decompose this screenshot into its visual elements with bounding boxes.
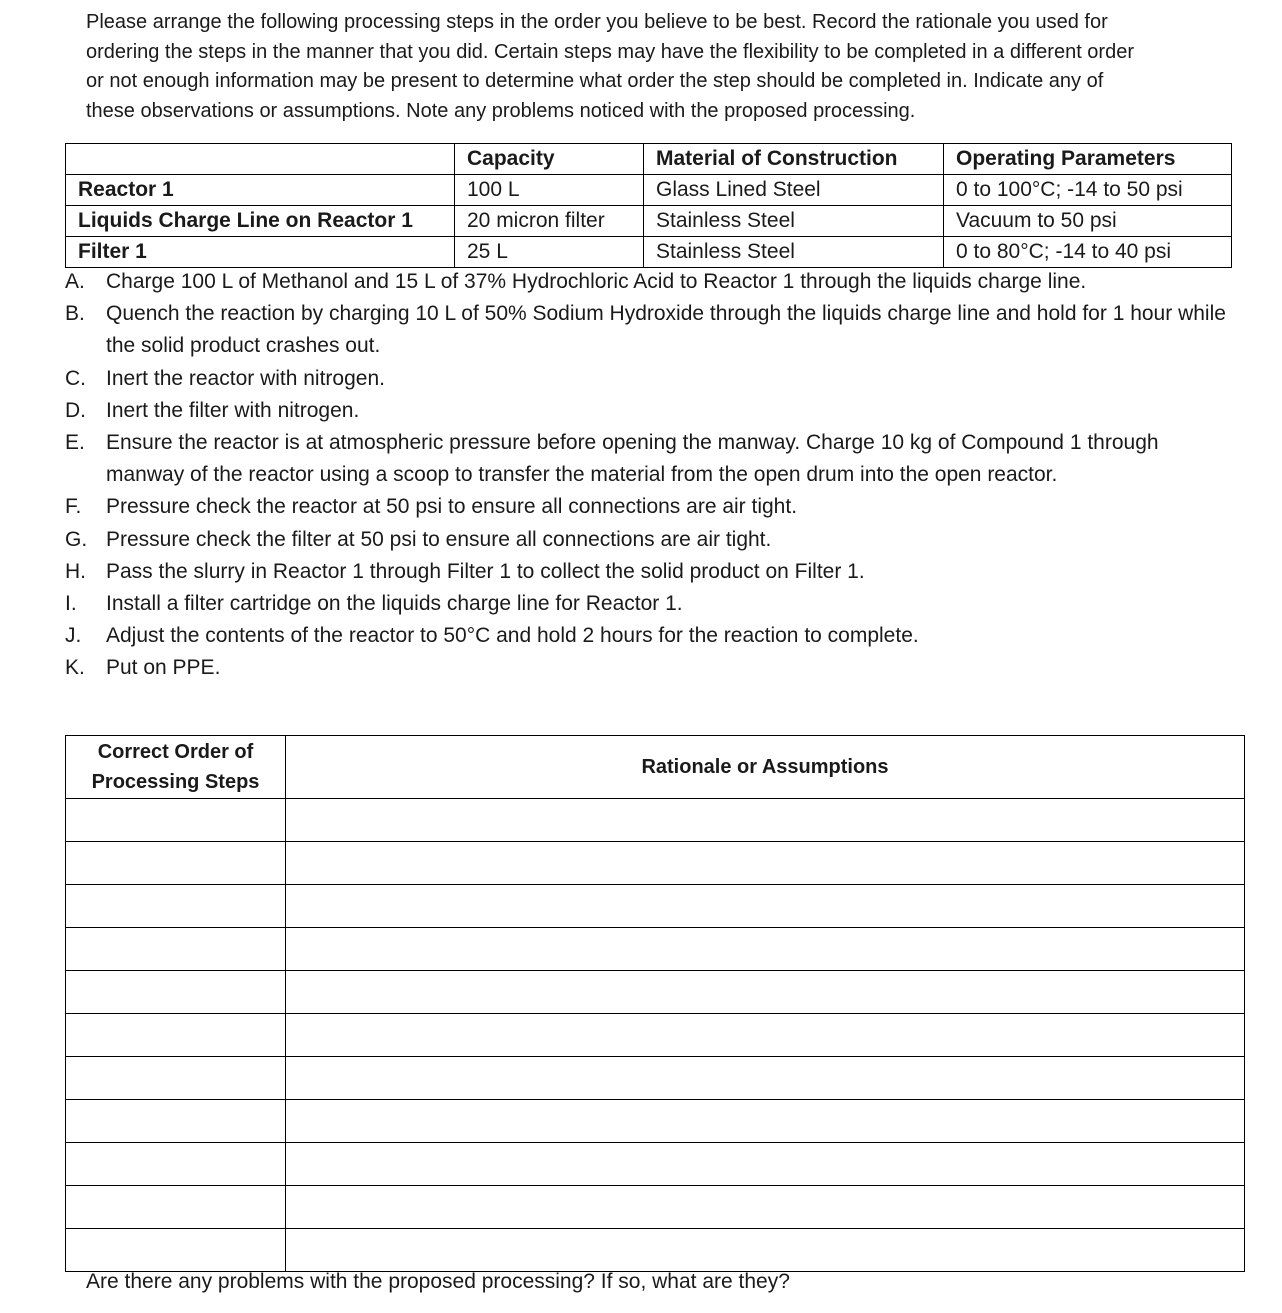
order-cell[interactable] xyxy=(66,1229,286,1272)
order-cell[interactable] xyxy=(66,928,286,971)
list-item xyxy=(65,556,1235,588)
list-item xyxy=(65,298,1235,362)
step-letter: J. xyxy=(65,624,82,648)
list-item xyxy=(65,491,1235,523)
answer-header-row xyxy=(66,736,1245,799)
order-cell[interactable] xyxy=(66,799,286,842)
rationale-cell[interactable] xyxy=(286,799,1245,842)
processing-steps-list xyxy=(65,266,1235,685)
table-row xyxy=(66,1143,1245,1186)
rationale-cell[interactable] xyxy=(286,885,1245,928)
equipment-name: Reactor 1 xyxy=(66,175,455,206)
step-letter: B. xyxy=(65,302,85,326)
equipment-cell: Stainless Steel xyxy=(644,237,944,268)
table-row xyxy=(66,971,1245,1014)
equipment-row xyxy=(66,206,1232,237)
equipment-header-row xyxy=(66,144,1232,175)
rationale-column-header: Rationale or Assumptions xyxy=(286,736,1245,799)
equipment-header-cell: Material of Construction xyxy=(644,144,944,175)
list-item xyxy=(65,588,1235,620)
rationale-cell[interactable] xyxy=(286,928,1245,971)
step-letter: C. xyxy=(65,366,86,390)
step-text: Pressure check the reactor at 50 psi to ensure all connections are air tight. xyxy=(106,495,798,519)
step-letter: I. xyxy=(65,592,77,616)
step-text: Pass the slurry in Reactor 1 through Filter 1 to collect the solid product on Filter 1. xyxy=(106,559,865,583)
order-column-header xyxy=(66,736,286,799)
list-item xyxy=(65,652,1235,684)
step-text: Pressure check the filter at 50 psi to ensure all connections are air tight. xyxy=(106,527,772,551)
equipment-cell: Stainless Steel xyxy=(644,206,944,237)
list-item xyxy=(65,266,1235,298)
rationale-cell[interactable] xyxy=(286,1229,1245,1272)
equipment-header-cell: Operating Parameters xyxy=(944,144,1232,175)
table-row xyxy=(66,1186,1245,1229)
equipment-cell: 0 to 100°C; -14 to 50 psi xyxy=(944,175,1232,206)
step-letter: A. xyxy=(65,270,85,293)
rationale-cell[interactable] xyxy=(286,1014,1245,1057)
equipment-name: Filter 1 xyxy=(66,237,455,268)
equipment-cell: 100 L xyxy=(455,175,644,206)
step-text: Inert the reactor with nitrogen. xyxy=(106,366,385,390)
table-row xyxy=(66,928,1245,971)
instructions xyxy=(86,8,1236,126)
step-text: Charge 100 L of Methanol and 15 L of 37% Hydrochloric Acid to Reactor 1 through the liquids charge line. xyxy=(106,270,1087,293)
rationale-cell[interactable] xyxy=(286,1057,1245,1100)
instructions-line: Please arrange the following processing steps in the order you believe to be best. Record the rationale you used for xyxy=(86,11,1108,33)
list-item xyxy=(65,620,1235,652)
table-row xyxy=(66,842,1245,885)
list-item xyxy=(65,395,1235,427)
step-letter: G. xyxy=(65,527,88,551)
table-row xyxy=(66,1229,1245,1272)
equipment-cell: 25 L xyxy=(455,237,644,268)
rationale-cell[interactable] xyxy=(286,1143,1245,1186)
list-item xyxy=(65,363,1235,395)
step-letter: E. xyxy=(65,431,85,455)
list-item xyxy=(65,427,1235,491)
table-row xyxy=(66,1014,1245,1057)
equipment-cell: 0 to 80°C; -14 to 40 psi xyxy=(944,237,1232,268)
table-row xyxy=(66,1100,1245,1143)
step-letter: F. xyxy=(65,495,82,519)
instructions-line: or not enough information may be present to determine what order the step should be completed in. Indicate any of xyxy=(86,70,1104,92)
equipment-name: Liquids Charge Line on Reactor 1 xyxy=(66,206,455,237)
step-text: Inert the filter with nitrogen. xyxy=(106,398,360,422)
order-cell[interactable] xyxy=(66,971,286,1014)
equipment-row xyxy=(66,175,1232,206)
rationale-cell[interactable] xyxy=(286,971,1245,1014)
list-item xyxy=(65,524,1235,556)
equipment-header-cell xyxy=(66,144,455,175)
order-header-line: Processing Steps xyxy=(91,771,260,793)
problems-question: Are there any problems with the proposed processing? If so, what are they? xyxy=(86,1270,790,1293)
rationale-cell[interactable] xyxy=(286,842,1245,885)
order-cell[interactable] xyxy=(66,885,286,928)
table-row xyxy=(66,799,1245,842)
equipment-header-cell: Capacity xyxy=(455,144,644,175)
step-letter: D. xyxy=(65,398,86,422)
order-cell[interactable] xyxy=(66,1143,286,1186)
equipment-row xyxy=(66,237,1232,268)
step-text: Quench the reaction by charging 10 L of 50% Sodium Hydroxide through the liquids charge line and hold for 1 hour while the solid product crashes out. xyxy=(106,302,1226,358)
order-cell[interactable] xyxy=(66,1014,286,1057)
order-cell[interactable] xyxy=(66,1057,286,1100)
step-text: Install a filter cartridge on the liquids charge line for Reactor 1. xyxy=(106,592,683,616)
answer-table xyxy=(65,735,1245,1272)
step-text: Ensure the reactor is at atmospheric pressure before opening the manway. Charge 10 kg of Compound 1 through manway of the reactor using a scoop to transfer the material from the open drum into the open reactor. xyxy=(106,431,1159,487)
order-cell[interactable] xyxy=(66,1100,286,1143)
answer-rows xyxy=(66,799,1245,1272)
order-cell[interactable] xyxy=(66,1186,286,1229)
equipment-cell: Glass Lined Steel xyxy=(644,175,944,206)
equipment-table xyxy=(65,143,1232,268)
table-row xyxy=(66,1057,1245,1100)
step-text: Put on PPE. xyxy=(106,656,221,680)
order-header-line: Correct Order of xyxy=(97,741,254,763)
instructions-line: these observations or assumptions. Note any problems noticed with the proposed processing. xyxy=(86,99,916,122)
rationale-cell[interactable] xyxy=(286,1186,1245,1229)
equipment-cell: Vacuum to 50 psi xyxy=(944,206,1232,237)
step-text: Adjust the contents of the reactor to 50°C and hold 2 hours for the reaction to complete. xyxy=(106,624,919,648)
step-letter: H. xyxy=(65,559,86,583)
step-letter: K. xyxy=(65,656,85,680)
order-cell[interactable] xyxy=(66,842,286,885)
equipment-cell: 20 micron filter xyxy=(455,206,644,237)
table-row xyxy=(66,885,1245,928)
instructions-line: ordering the steps in the manner that you did. Certain steps may have the flexibility to be completed in a different order xyxy=(86,40,1134,63)
rationale-cell[interactable] xyxy=(286,1100,1245,1143)
